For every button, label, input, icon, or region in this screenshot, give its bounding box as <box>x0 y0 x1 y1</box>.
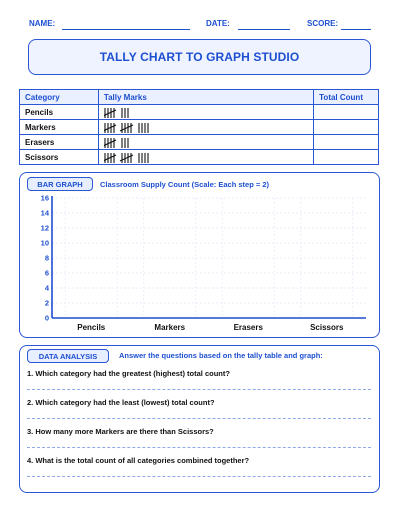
y-tick-label: 8 <box>44 253 49 263</box>
date-label: DATE: <box>206 19 230 28</box>
y-tick-label: 2 <box>44 298 49 308</box>
question-4: 4. What is the total count of all categories combined together? <box>27 456 250 465</box>
x-tick-label: Scissors <box>310 323 344 332</box>
question-2: 2. Which category had the least (lowest) total count? <box>27 398 215 407</box>
category-cell: Pencils <box>20 105 99 120</box>
bar-graph-tag: BAR GRAPH <box>27 177 93 191</box>
y-tick-label: 10 <box>40 238 49 248</box>
y-tick-label: 0 <box>44 313 49 323</box>
y-tick-label: 12 <box>40 223 49 233</box>
answer-line-4[interactable] <box>27 476 371 477</box>
answer-line-2[interactable] <box>27 418 371 419</box>
column-header-total: Total Count <box>314 90 379 105</box>
bar-graph-subtitle: Classroom Supply Count (Scale: Each step = 2) <box>100 180 269 189</box>
question-1: 1. Which category had the greatest (highest) total count? <box>27 369 230 378</box>
category-cell: Scissors <box>20 150 99 165</box>
score-label: SCORE: <box>307 19 339 28</box>
column-header-tally: Tally Marks <box>98 90 313 105</box>
x-tick-label: Pencils <box>77 323 106 332</box>
answer-line-3[interactable] <box>27 447 371 448</box>
y-tick-label: 16 <box>40 193 49 203</box>
answer-line-1[interactable] <box>27 389 371 390</box>
data-analysis-tag: DATA ANALYSIS <box>27 349 109 363</box>
name-label: NAME: <box>29 19 56 28</box>
y-tick-label: 6 <box>44 268 49 278</box>
x-tick-label: Erasers <box>233 323 263 332</box>
category-cell: Erasers <box>20 135 99 150</box>
x-tick-label: Markers <box>154 323 186 332</box>
column-header-category: Category <box>20 90 99 105</box>
page-title: TALLY CHART TO GRAPH STUDIO <box>99 50 300 64</box>
category-cell: Markers <box>20 120 99 135</box>
question-3: 3. How many more Markers are there than Scissors? <box>27 427 214 436</box>
y-tick-label: 4 <box>44 283 49 293</box>
data-analysis-panel <box>19 345 380 493</box>
y-tick-label: 14 <box>40 208 49 218</box>
data-analysis-subtitle: Answer the questions based on the tally table and graph: <box>119 351 323 360</box>
